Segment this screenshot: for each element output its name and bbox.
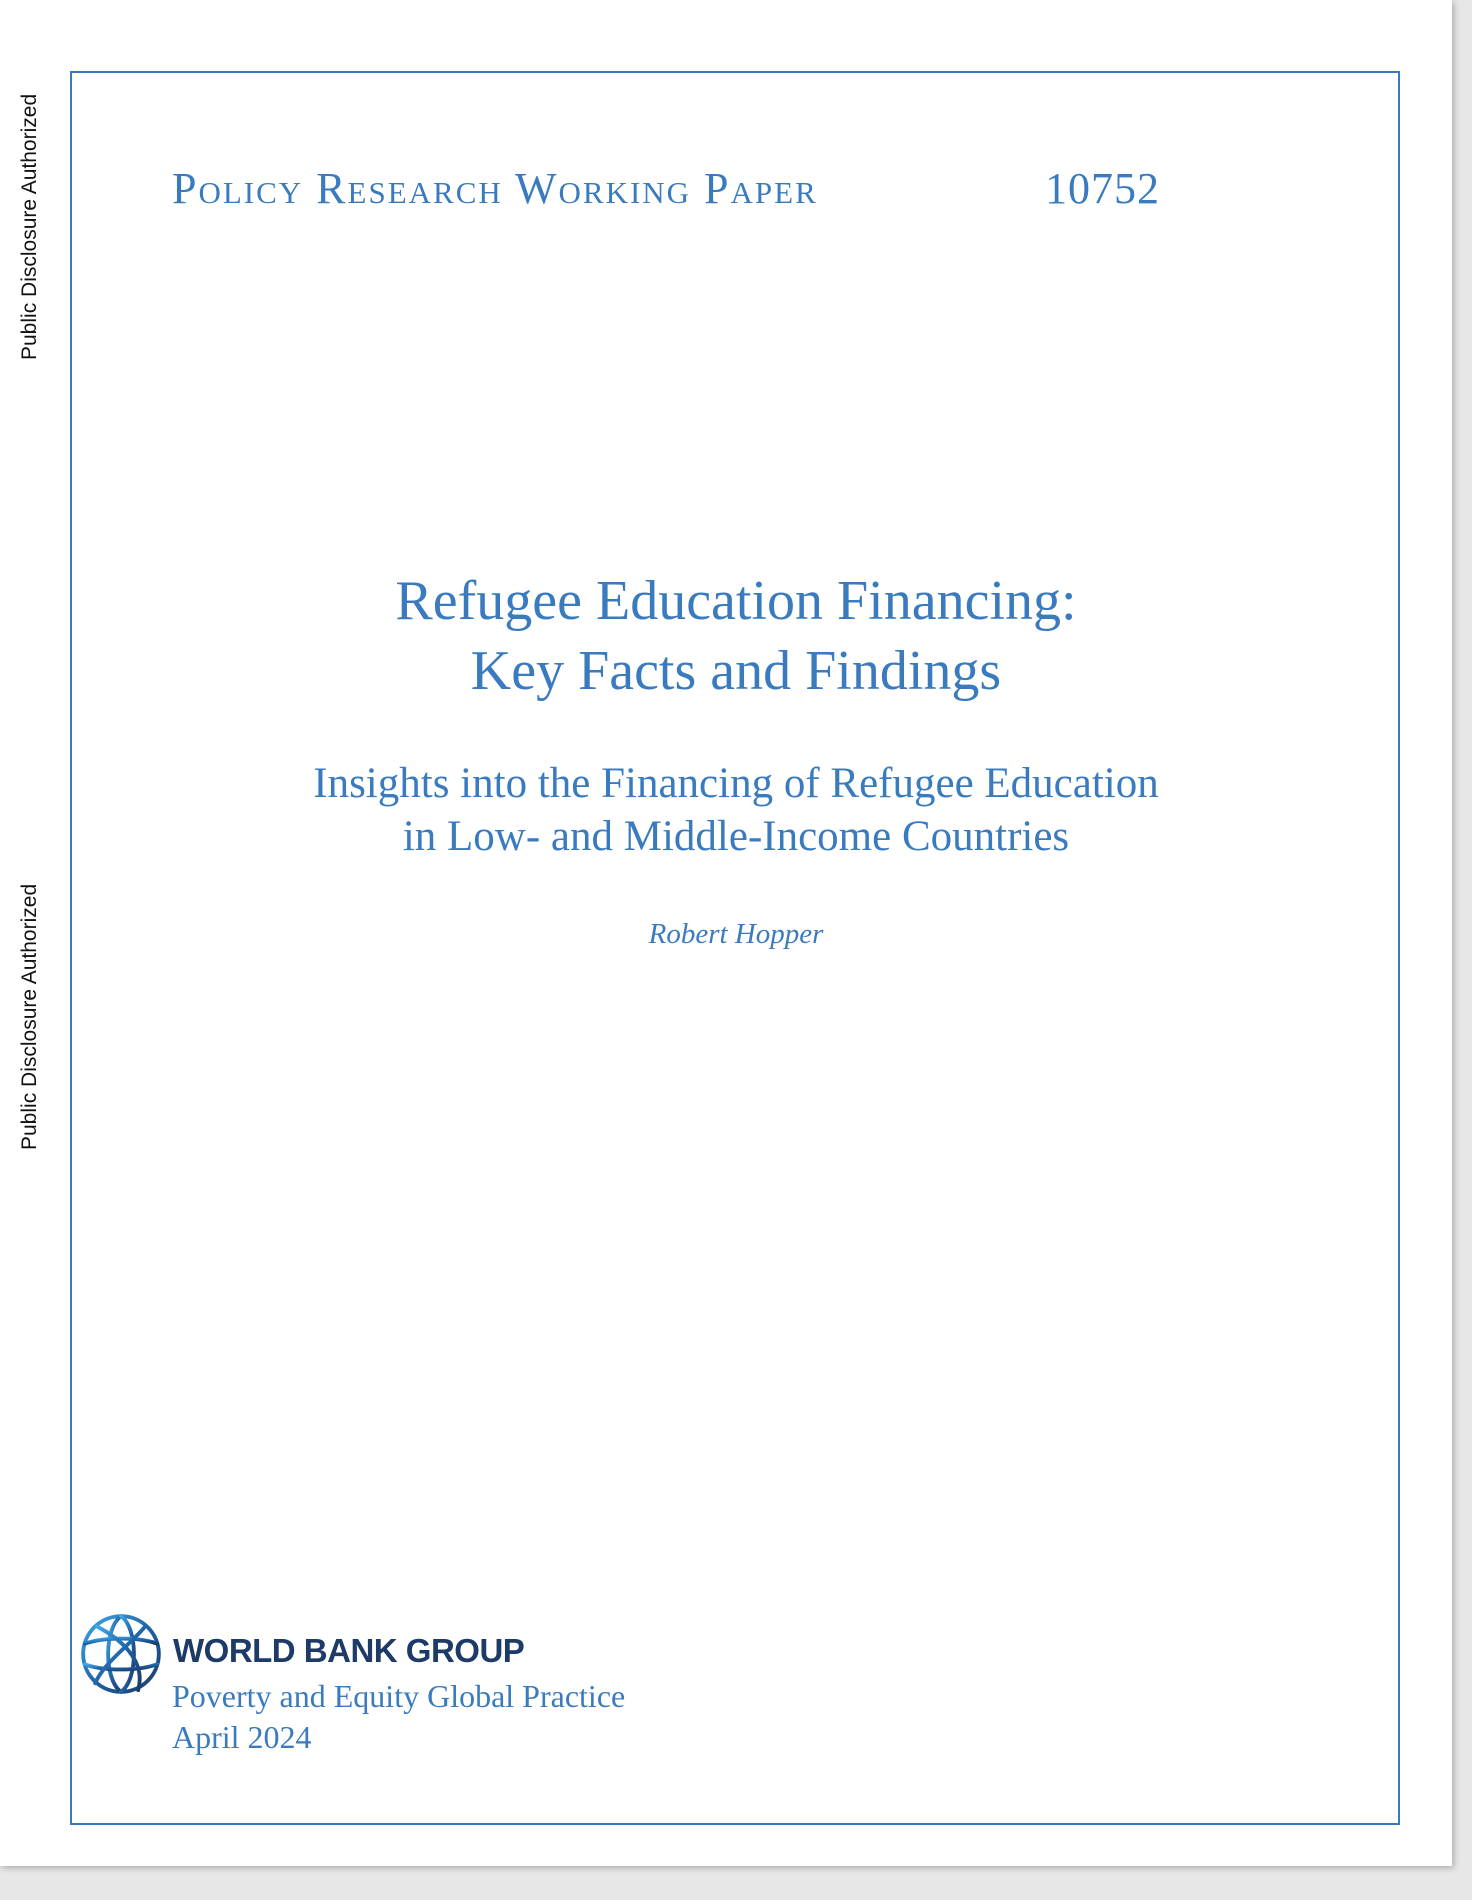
- subtitle-line-2: in Low- and Middle-Income Countries: [402, 813, 1070, 860]
- organization-name: WORLD BANK GROUP: [173, 1632, 525, 1669]
- publication-date: April 2024: [172, 1719, 312, 1755]
- title-line-2: Key Facts and Findings: [470, 640, 1002, 702]
- series-title: Policy Research Working Paper: [172, 164, 818, 213]
- globe-icon: [78, 1611, 164, 1697]
- disclosure-label-top: Public Disclosure Authorized: [18, 93, 41, 360]
- global-practice: Poverty and Equity Global Practice: [172, 1678, 626, 1714]
- paper-number: 10752: [1045, 164, 1160, 213]
- disclosure-label-bottom: Public Disclosure Authorized: [18, 883, 41, 1150]
- subtitle-line-1: Insights into the Financing of Refugee Education: [313, 760, 1159, 807]
- title-line-1: Refugee Education Financing:: [395, 570, 1077, 632]
- author-name: Robert Hopper: [648, 918, 824, 950]
